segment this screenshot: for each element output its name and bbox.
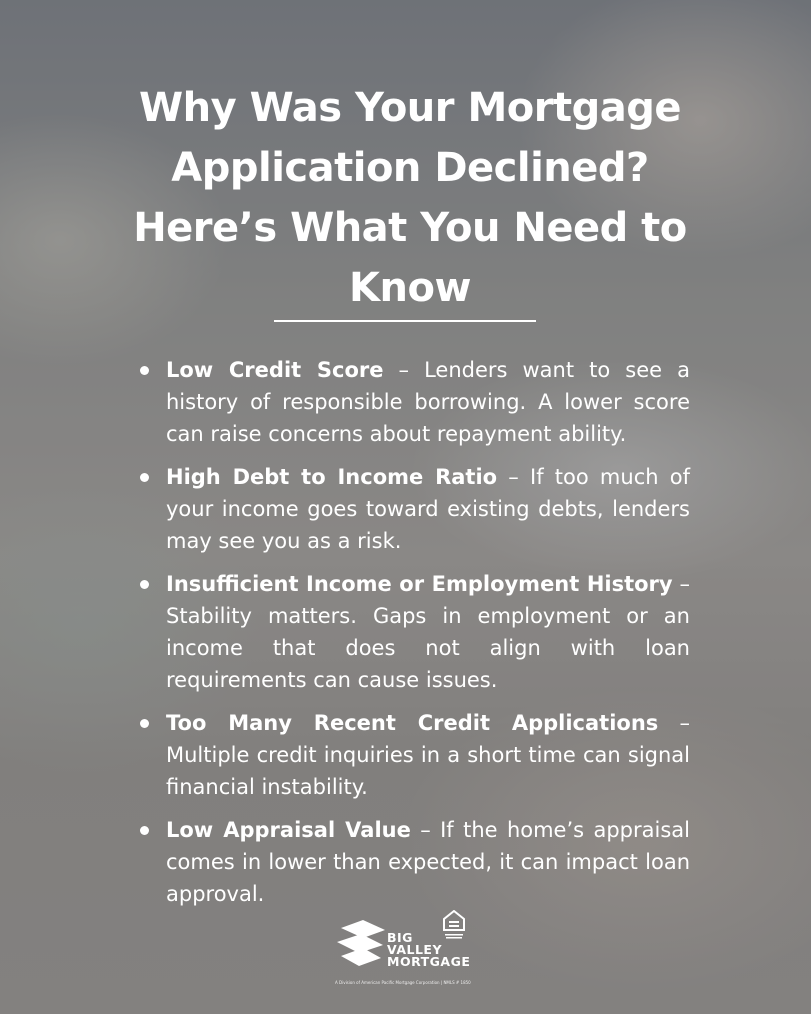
- reason-heading: High Debt to Income Ratio: [166, 465, 498, 489]
- big-valley-mortgage-logo: [335, 910, 485, 994]
- logo-tagline: A Division of American Pacific Mortgage Corporation | NMLS # 1850: [335, 980, 471, 985]
- logo-mark-icon: [335, 918, 387, 970]
- reasons-list: [138, 354, 690, 921]
- reason-text: – Stability matters. Gaps in employment or an income that does not align with loan requirements can cause issues.: [166, 572, 690, 692]
- reason-item: [138, 568, 690, 696]
- reason-item: [138, 814, 690, 910]
- reason-text: – If the home’s appraisal comes in lower than expected, it can impact loan approval.: [166, 818, 690, 906]
- logo-line-valley: VALLEY: [387, 942, 443, 957]
- logo-line-big: BIG: [387, 930, 413, 945]
- title-divider: [274, 320, 536, 322]
- equal-housing-lender-icon: [443, 910, 465, 940]
- reason-heading: Too Many Recent Credit Applications: [166, 711, 659, 735]
- reason-text: – Lenders want to see a history of responsible borrowing. A lower score can raise concerns about repayment ability.: [166, 358, 690, 446]
- logo-line-mortgage: MORTGAGE: [387, 954, 471, 969]
- reason-heading: Low Appraisal Value: [166, 818, 411, 842]
- reason-text: – If too much of your income goes toward existing debts, lenders may see you as a risk.: [166, 465, 690, 553]
- reason-heading: Low Credit Score: [166, 358, 384, 382]
- page-title: Why Was Your Mortgage Application Declined? Here’s What You Need to Know: [133, 85, 687, 311]
- reason-item: [138, 707, 690, 803]
- reason-item: [138, 354, 690, 450]
- reason-item: [138, 461, 690, 557]
- reason-text: – Multiple credit inquiries in a short time can signal financial instability.: [166, 711, 690, 799]
- reason-heading: Insufficient Income or Employment History: [166, 572, 673, 596]
